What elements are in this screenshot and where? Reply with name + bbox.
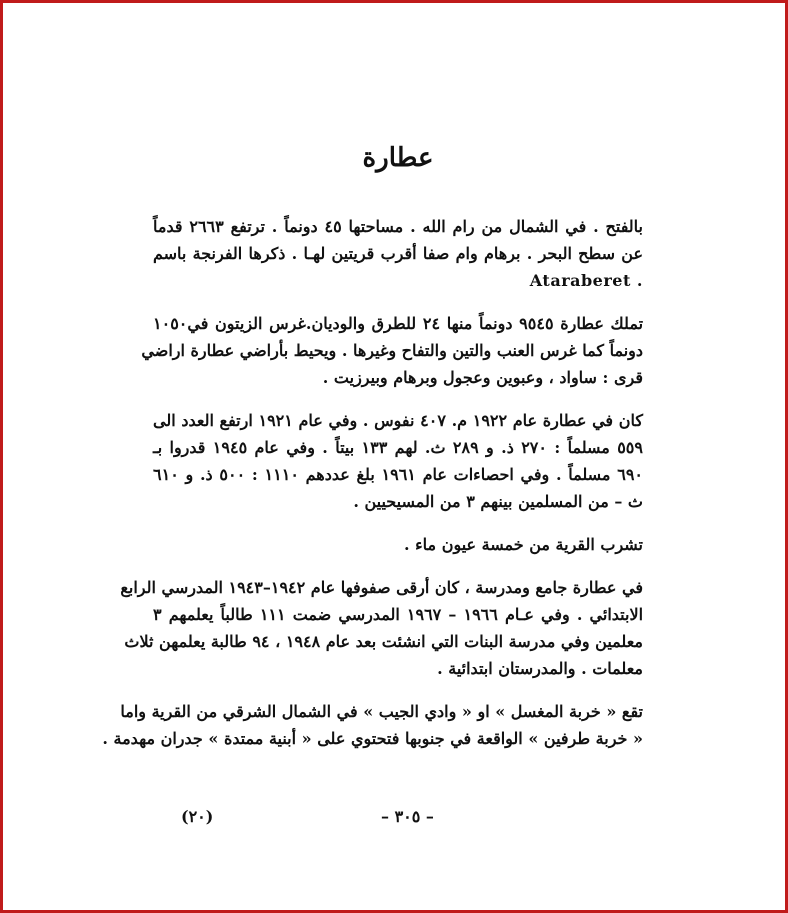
paragraph-water (153, 531, 643, 558)
text-line (153, 267, 643, 294)
text-line: ٦٩٠ مسلماً . وفي احصاءات عام ١٩٦١ بلغ عددهم ١١١٠ : ٥٠٠ ذ. و ٦١٠ (153, 465, 644, 484)
text-line: بالفتح . في الشمال من رام الله . مساحتها ٤٥ دونماً . ترتفع ٢٦٦٣ قدماً (153, 217, 644, 236)
text-line: معلمات . والمدرستان ابتدائية . (437, 659, 643, 678)
text-line: معلمين وفي مدرسة البنات التي انشئت بعد عام ١٩٤٨ ، ٩٤ طالبة يعلمهن ثلاث (124, 632, 643, 651)
page-number: – ٣٠٥ – (381, 807, 434, 826)
page-footer (181, 807, 647, 831)
text-line: تشرب القرية من خمسة عيون ماء . (404, 535, 643, 554)
text-line: تقع « خربة المغسل » او « وادي الجيب » في الشمال الشرقي من القرية واما (120, 702, 643, 721)
text-line: عن سطح البحر . برهام وام صفا أقرب قريتين لهـا . ذكرها الفرنجة باسم (153, 244, 643, 263)
text-line: دونماً كما غرس العنب والتين والتفاح وغيرها . ويحيط بأراضي عطارة اراضي (141, 341, 643, 360)
text-line: في عطارة جامع ومدرسة ، كان أرقى صفوفها عام ١٩٤٢–١٩٤٣ المدرسي الرابع (120, 578, 643, 597)
latin-name: Ataraberet . (529, 271, 643, 290)
reference-number: (٢٠) (181, 807, 214, 826)
document-page (102, 143, 644, 768)
text-line: تملك عطارة ٩٥٤٥ دونماً منها ٢٤ للطرق والوديان.غرس الزيتون في١٠٥٠ (153, 314, 644, 333)
text-line: ٥٥٩ مسلماً : ٢٧٠ ذ. و ٢٨٩ ث. لهم ١٣٣ بيتاً . وفي عام ١٩٤٥ قدروا بـ (153, 438, 643, 457)
text-line: الابتدائي . وفي عـام ١٩٦٦ – ١٩٦٧ المدرسي ضمت ١١١ طالباً يعلمهم ٣ (153, 605, 644, 624)
text-line: قرى : ساواد ، وعبوين وعجول وبرهام وبيرزيت . (322, 368, 643, 387)
text-line: « خربة طرفين » الواقعة في جنوبها فتحتوي على « أبنية ممتدة » جدران مهدمة . (102, 729, 643, 748)
text-line: ث – من المسلمين بينهم ٣ من المسيحيين . (353, 492, 643, 511)
paragraph-population (153, 407, 643, 515)
text-line: كان في عطارة عام ١٩٢٢ م. ٤٠٧ نفوس . وفي عام ١٩٢١ ارتفع العدد الى (153, 411, 643, 430)
page-title: عطارة (362, 143, 434, 173)
paragraph-ruins (102, 698, 643, 752)
paragraph-land (141, 310, 644, 391)
paragraph-education (120, 574, 644, 682)
paragraph-location (153, 213, 643, 294)
